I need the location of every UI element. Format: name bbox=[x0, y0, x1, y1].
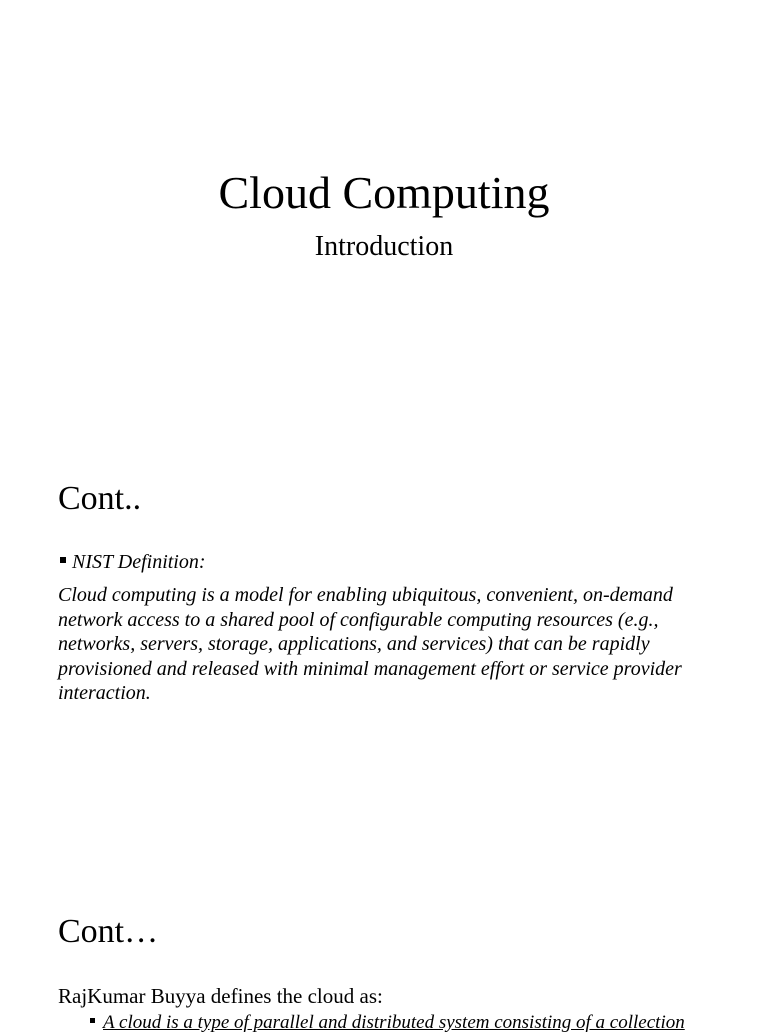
section-heading-cont: Cont.. bbox=[58, 480, 142, 517]
page-subtitle: Introduction bbox=[314, 231, 454, 262]
nist-bullet-label: NIST Definition: bbox=[72, 551, 206, 573]
buyya-intro-text: RajKumar Buyya defines the cloud as: bbox=[58, 984, 383, 1008]
page-title: Cloud Computing bbox=[218, 167, 550, 218]
buyya-bullet bbox=[90, 1011, 685, 1035]
section-heading-cont-2: Cont… bbox=[58, 913, 159, 950]
nist-definition-text: Cloud computing is a model for enabling ubiquitous, convenient, on-demand network access to a shared pool of configurable computing resources (e.g., networks, servers, storage, applications, and services) that can be rapidly provisioned and released with minimal management effort or service provider interaction. bbox=[58, 584, 682, 704]
nist-bullet bbox=[60, 550, 206, 574]
buyya-bullet-text: A cloud is a type of parallel and distributed system consisting of a collection bbox=[103, 1012, 685, 1033]
square-bullet-icon bbox=[60, 557, 66, 563]
square-bullet-icon bbox=[90, 1018, 95, 1023]
